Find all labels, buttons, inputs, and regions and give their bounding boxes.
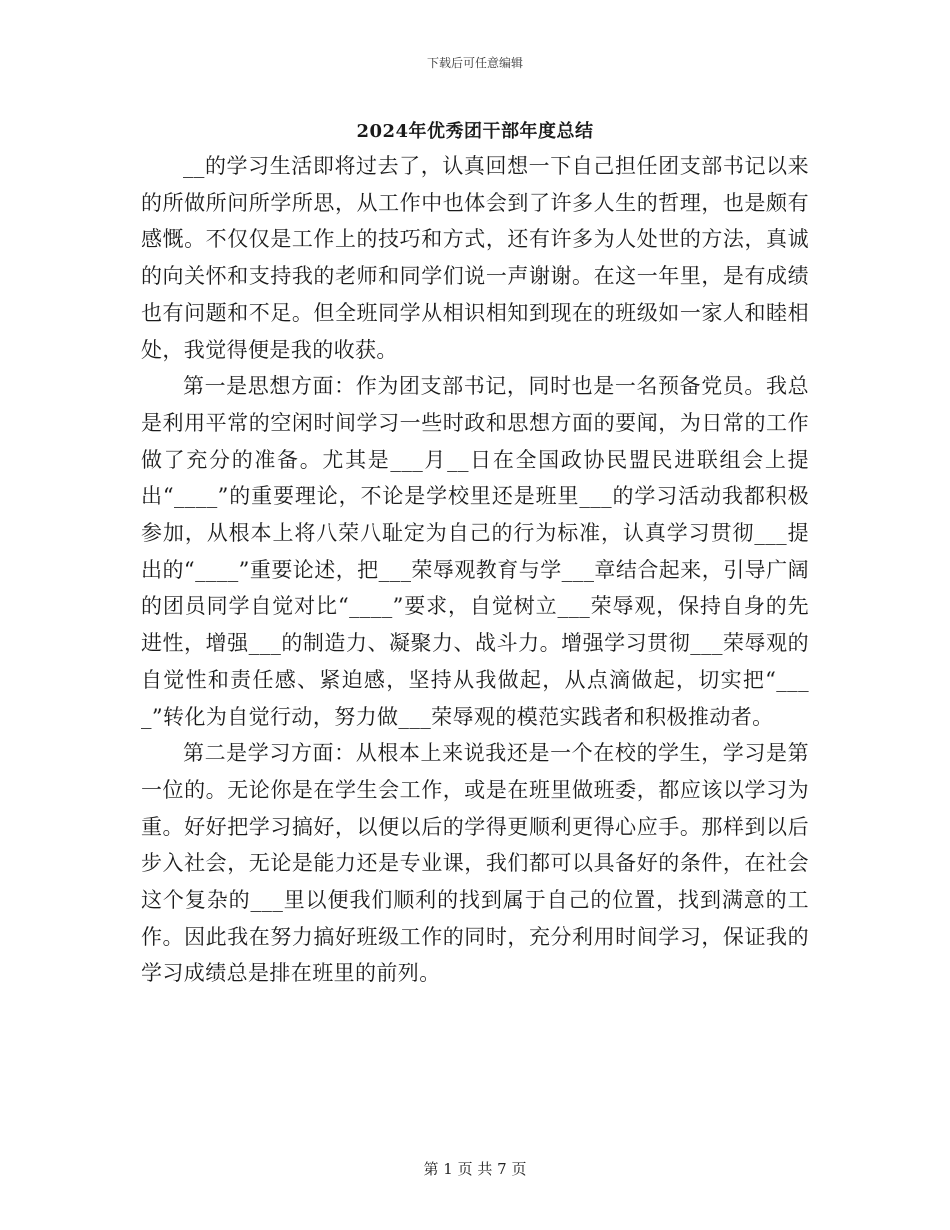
document-title: 2024年优秀团干部年度总结	[356, 121, 594, 142]
paragraph-study: 第二是学习方面：从根本上来说我还是一个在校的学生，学习是第一位的。无论你是在学生会工作，或是在班里做班委，都应该以学习为重。好好把学习搞好，以便以后的学得更顺利更得心应手。那样到以后步入社会，无论是能力还是专业课，我们都可以具备好的条件，在社会这个复杂的___里以便我们顺利的找到属于自己的位置，找到满意的工作。因此我在努力搞好班级工作的同时，充分利用时间学习，保证我的学习成绩总是排在班里的前列。	[141, 741, 809, 986]
page-number: 第 1 页 共 7 页	[423, 1160, 527, 1178]
download-note: 下载后可任意编辑	[426, 56, 523, 70]
paragraph-ideology: 第一是思想方面：作为团支部书记，同时也是一名预备党员。我总是利用平常的空闲时间学习一些时政和思想方面的要闻，为日常的工作做了充分的准备。尤其是___月__日在全国政协民盟民进联组会上提出“____”的重要理论，不论是学校里还是班里___的学习活动我都积极参加，从根本上将八荣八耻定为自己的行为标准，认真学习贯彻___提出的“____”重要论述，把___荣辱观教育与学___章结合起来，引导广阔的团员同学自觉对比“____”要求，自觉树立___荣辱观，保持自身的先进性，增强___的制造力、凝聚力、战斗力。增强学习贯彻___荣辱观的自觉性和责任感、紧迫感，坚持从我做起，从点滴做起，切实把“____”转化为自觉行动，努力做___荣辱观的模范实践者和积极推动者。	[141, 374, 809, 729]
paragraph-intro: __的学习生活即将过去了，认真回想一下自己担任团支部书记以来的所做所问所学所思，从工作中也体会到了许多人生的哲理，也是颇有感慨。不仅仅是工作上的技巧和方式，还有许多为人处世的方法，真诚的向关怀和支持我的老师和同学们说一声谢谢。在这一年里，是有成绩也有问题和不足。但全班同学从相识相知到现在的班级如一家人和睦相处，我觉得便是我的收获。	[141, 154, 809, 362]
document-body	[141, 148, 809, 992]
